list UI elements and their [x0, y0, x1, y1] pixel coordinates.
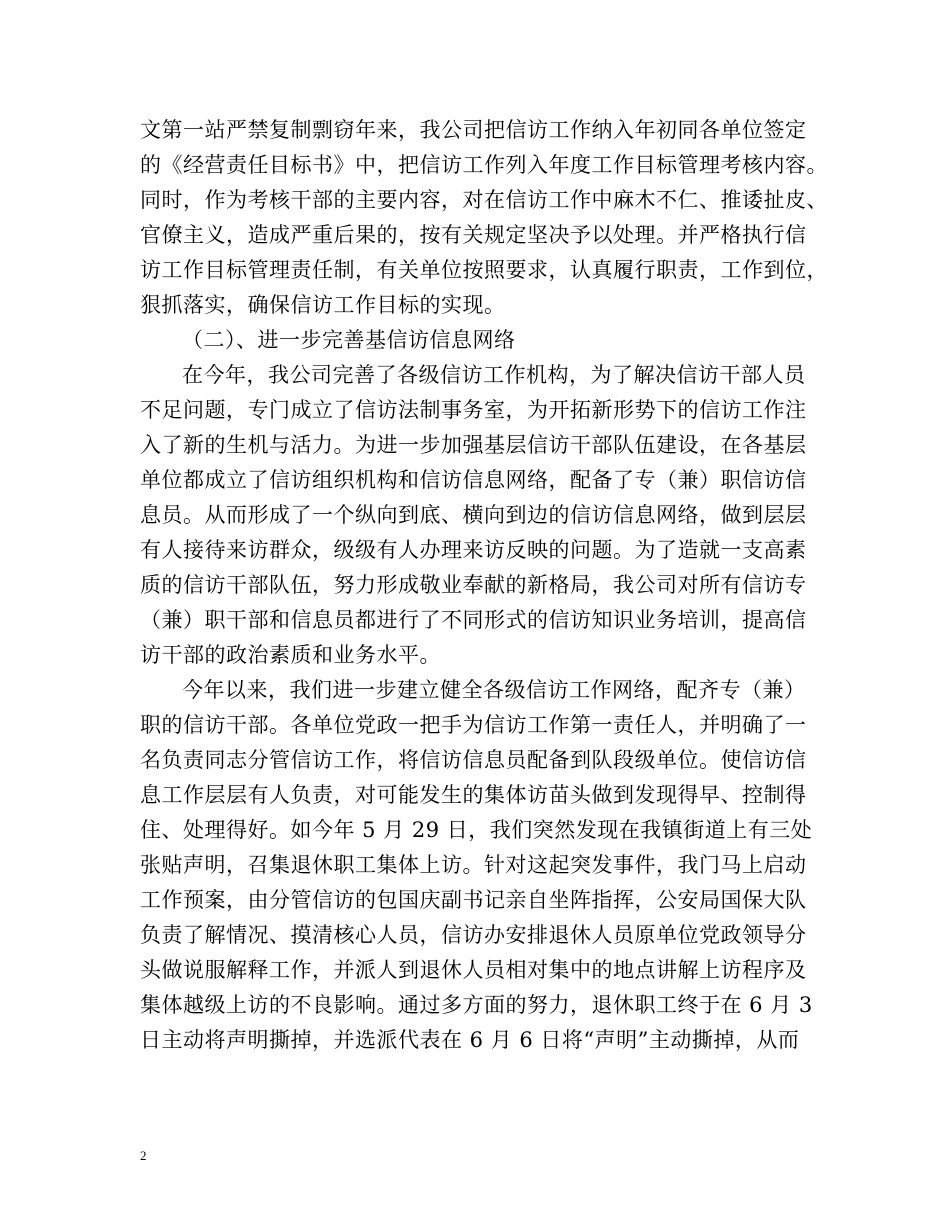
text-line: （二）、进一步完善基信访信息网络: [182, 328, 516, 352]
text-line: 今年以来，我们进一步建立健全各级信访工作网络，配齐专（兼）: [182, 678, 806, 702]
text-line: 访干部的政治素质和业务水平。: [140, 643, 441, 667]
paragraph: [140, 113, 828, 323]
text-line: 日主动将声明撕掉，并选派代表在 6 月 6 日将“声明”主动撕掉，从而: [140, 1028, 800, 1052]
text-line: （兼）职干部和信息员都进行了不同形式的信访知识业务培训，提高信: [140, 608, 807, 632]
text-line: 质的信访干部队伍，努力形成敬业奉献的新格局，我公司对所有信访专: [140, 573, 807, 597]
paragraph: [140, 673, 820, 1058]
section-heading: [140, 323, 820, 358]
text-line: 头做说服解释工作，并派人到退休人员相对集中的地点讲解上访程序及: [140, 958, 807, 982]
text-line: 入了新的生机与活力。为进一步加强基层信访干部队伍建设，在各基层: [140, 433, 807, 457]
text-line: 张贴声明，召集退休职工集体上访。针对这起突发事件，我门马上启动: [140, 853, 807, 877]
text-line: 息员。从而形成了一个纵向到底、横向到边的信访信息网络，做到层层: [140, 503, 807, 527]
text-line: 单位都成立了信访组织机构和信访信息网络，配备了专（兼）职信访信: [140, 468, 807, 492]
document-body: [140, 113, 828, 1058]
text-line: 住、处理得好。如今年 5 月 29 日，我们突然发现在我镇街道上有三处: [140, 818, 813, 842]
text-line: 负责了解情况、摸清核心人员，信访办安排退休人员原单位党政领导分: [140, 923, 807, 947]
text-line: 同时，作为考核干部的主要内容，对在信访工作中麻木不仁、推诿扯皮、: [140, 188, 828, 212]
text-line: 有人接待来访群众，级级有人办理来访反映的问题。为了造就一支高素: [140, 538, 807, 562]
text-line: 文第一站严禁复制剽窃年来，我公司把信访工作纳入年初同各单位签定: [140, 118, 807, 142]
text-line: 工作预案，由分管信访的包国庆副书记亲自坐阵指挥，公安局国保大队: [140, 888, 807, 912]
text-line: 息工作层层有人负责，对可能发生的集体访苗头做到发现得早、控制得: [140, 783, 807, 807]
text-line: 在今年，我公司完善了各级信访工作机构，为了解决信访干部人员: [182, 363, 806, 387]
text-line: 访工作目标管理责任制，有关单位按照要求，认真履行职责，工作到位，: [140, 258, 828, 282]
text-line: 名负责同志分管信访工作，将信访信息员配备到队段级单位。使信访信: [140, 748, 807, 772]
text-line: 的《经营责任目标书》中，把信访工作列入年度工作目标管理考核内容。: [140, 153, 828, 177]
text-line: 职的信访干部。各单位党政一把手为信访工作第一责任人，并明确了一: [140, 713, 807, 737]
page-number: 2: [140, 1148, 147, 1163]
text-line: 不足问题，专门成立了信访法制事务室，为开拓新形势下的信访工作注: [140, 398, 807, 422]
text-line: 集体越级上访的不良影响。通过多方面的努力，退休职工终于在 6 月 3: [140, 993, 813, 1017]
paragraph: [140, 358, 820, 673]
text-line: 官僚主义，造成严重后果的，按有关规定坚决予以处理。并严格执行信: [140, 223, 807, 247]
text-line: 狠抓落实，确保信访工作目标的实现。: [140, 293, 506, 317]
